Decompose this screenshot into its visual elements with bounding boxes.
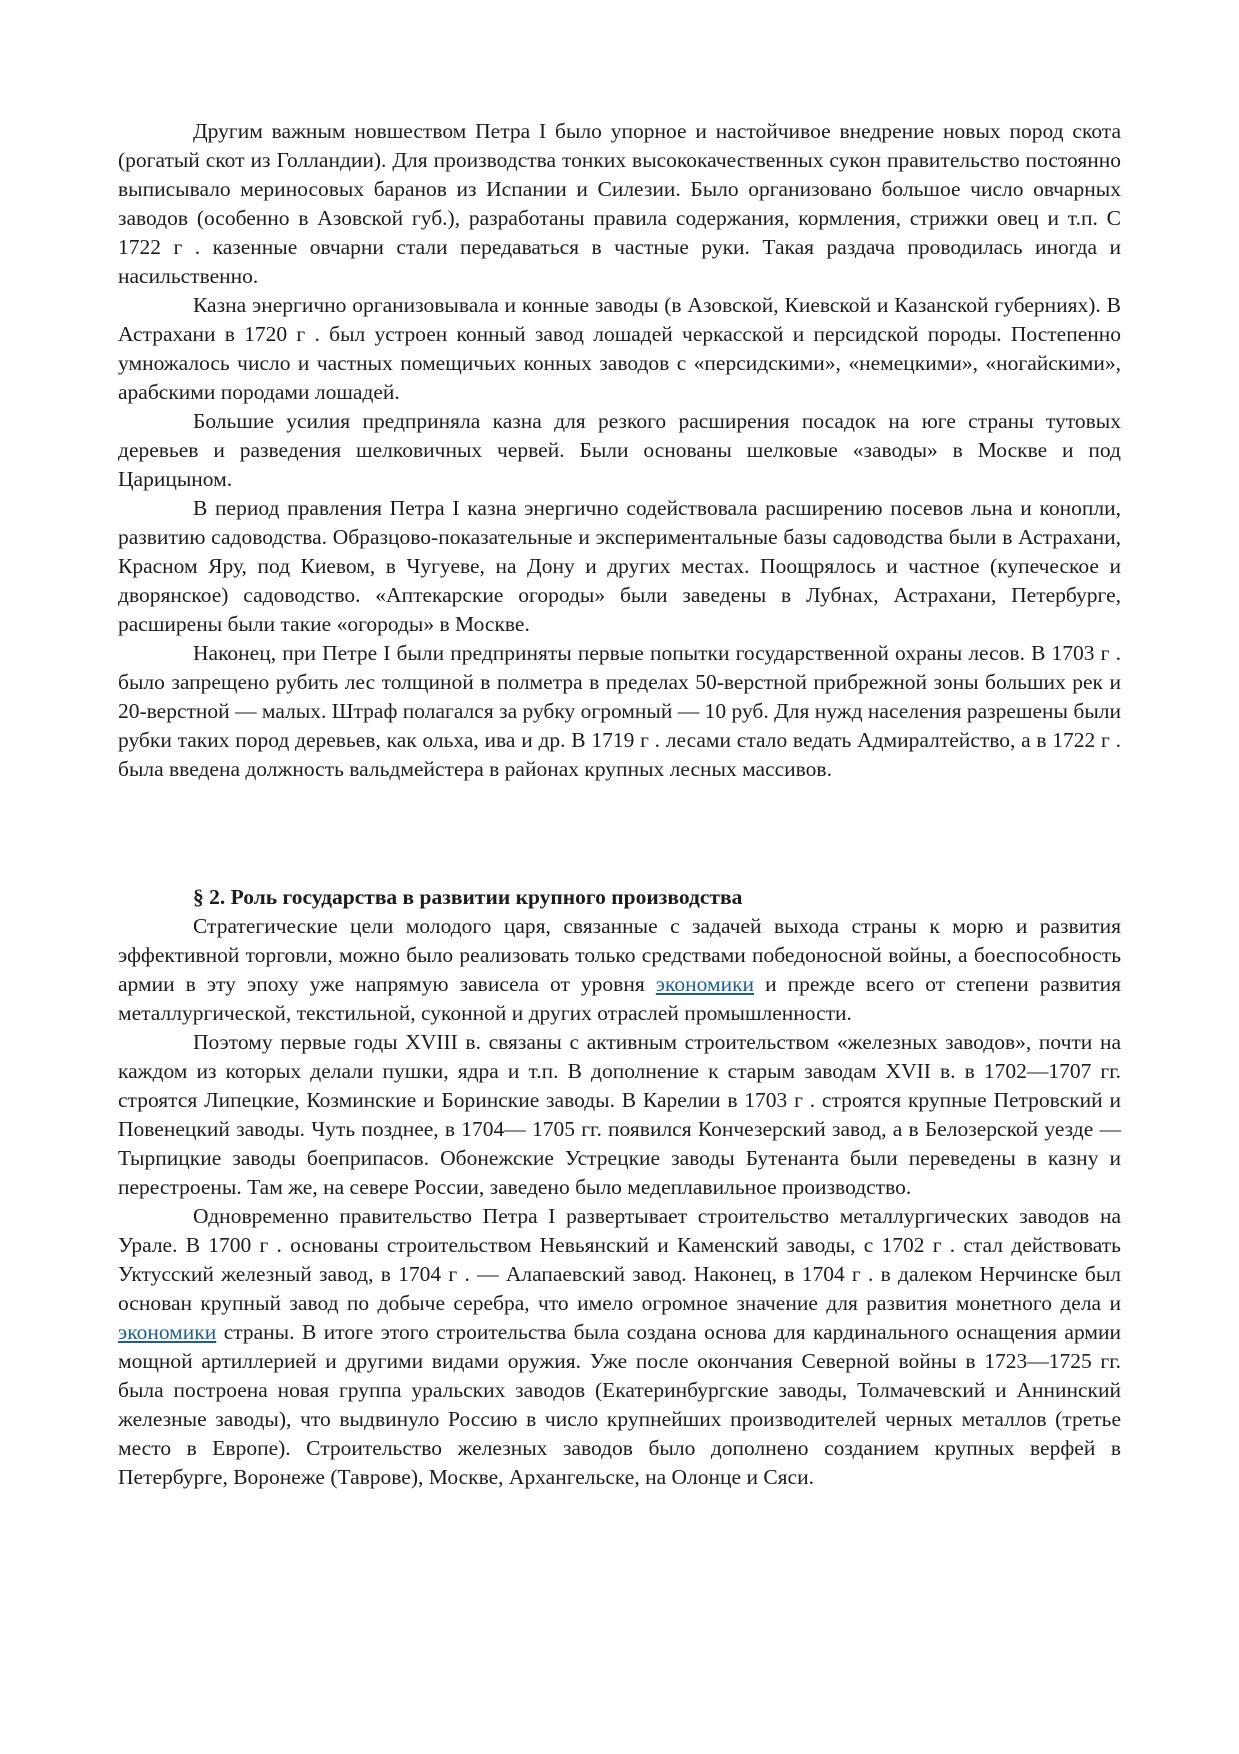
paragraph-text: Одновременно правительство Петра I развертывает строительство металлургических заводов на Урале. В 1700 г . основаны строительством Невьянский и Каменский заводы, с 1702 г . стал действовать Уктусский железный завод, в 1704 г . — Алапаевский завод. Наконец, в 1704 г . в далеком Нерчинске был основан крупный завод по добыче серебра, что имело огромное значение для развития монетного дела и <box>118 1204 1121 1315</box>
section-large-production <box>118 883 1121 1492</box>
paragraph-text: Стратегические цели молодого царя, связанные с задачей выхода страны к морю и развития эффективной торговли, можно было реализовать только средствами победоносной войны, а боеспособность армии в эту эпоху уже напрямую зависела от уровня <box>118 914 1121 996</box>
paragraph-horse-farms: Казна энергично организовывала и конные заводы (в Азовской, Киевской и Казанской губерниях). В Астрахани в 1720 г . был устроен конный завод лошадей черкасской и персидской породы. Постепенно умножалось число и частных помещичьих конных заводов с «персидскими», «немецкими», «ногайскими», арабскими породами лошадей. <box>118 293 1121 404</box>
section-livestock-forestry <box>118 117 1121 784</box>
paragraph-text: и прежде всего от степени развития металлургической, текстильной, суконной и других отраслей промышленности. <box>118 972 1122 1025</box>
paragraph-gardening: В период правления Петра I казна энергично содействовала расширению посевов льна и конопли, развитию садоводства. Образцово-показательные и экспериментальные базы садоводства были в Астрахани, Красном Яру, под Киевом, в Чугуеве, на Дону и других местах. Поощрялось и частное (купеческое и дворянское) садоводство. «Аптекарские огороды» были заведены в Лубнах, Астрахани, Петербурге, расширены были такие «огороды» в Москве. <box>118 496 1121 636</box>
paragraph-ural-plants <box>118 1202 1121 1492</box>
economics-link[interactable]: экономики <box>655 972 755 996</box>
paragraph-text: страны. В итоге этого строительства была создана основа для кардинального оснащения армии мощной артиллерией и другими видами оружия. Уже после окончания Северной войны в 1723—1725 гг. была построена новая группа уральских заводов (Екатеринбургские заводы, Толмачевский и Аннинский железные заводы), что выдвинуло Россию в число крупнейших производителей черных металлов (третье место в Европе). Строительство железных заводов было дополнено созданием крупных верфей в Петербурге, Воронеже (Таврове), Москве, Архангельске, на Олонце и Сяси. <box>118 1320 1121 1489</box>
paragraph-silk: Большие усилия предприняла казна для резкого расширения посадок на юге страны тутовых деревьев и разведения шелковичных червей. Были основаны шелковые «заводы» в Москве и под Царицыном. <box>118 409 1121 491</box>
paragraph-iron-works: Поэтому первые годы XVIII в. связаны с активным строительством «железных заводов», почти на каждом из которых делали пушки, ядра и т.п. В дополнение к старым заводам XVII в. в 1702—1707 гг. строятся Липецкие, Козминские и Боринские заводы. В Карелии в 1703 г . строятся крупные Петровский и Повенецкий заводы. Чуть позднее, в 1704— 1705 гг. появился Кончезерский завод, а в Белозерской уезде — Тырпицкие заводы боеприпасов. Обонежские Устрецкие заводы Бутенанта были переведены в казну и перестроены. Там же, на севере России, заведено было медеплавильное производство. <box>118 1030 1121 1199</box>
paragraph-livestock: Другим важным новшеством Петра I было упорное и настойчивое внедрение новых пород скота (рогатый скот из Голландии). Для производства тонких высококачественных сукон правительство постоянно выписывало мериносовых баранов из Испании и Силезии. Было организовано большое число овчарных заводов (особенно в Азовской губ.), разработаны правила содержания, кормления, стрижки овец и т.п. С 1722 г . казенные овчарни стали передаваться в частные руки. Такая раздача проводилась иногда и насильственно. <box>118 119 1121 288</box>
paragraph-forest-protection: Наконец, при Петре I были предприняты первые попытки государственной охраны лесов. В 1703 г . было запрещено рубить лес толщиной в полметра в пределах 50-верстной прибрежной зоны больших рек и 20-верстной — малых. Штраф полагался за рубку огромный — 10 руб. Для нужд населения разрешены были рубки таких пород деревьев, как ольха, ива и др. В 1719 г . лесами стало ведать Адмиралтейство, а в 1722 г . была введена должность вальдмейстера в районах крупных лесных массивов. <box>118 641 1121 781</box>
economics-link[interactable]: экономики <box>118 1320 217 1344</box>
paragraph-strategic-goals <box>118 912 1121 1028</box>
section-heading: § 2. Роль государства в развитии крупного производства <box>193 885 743 909</box>
